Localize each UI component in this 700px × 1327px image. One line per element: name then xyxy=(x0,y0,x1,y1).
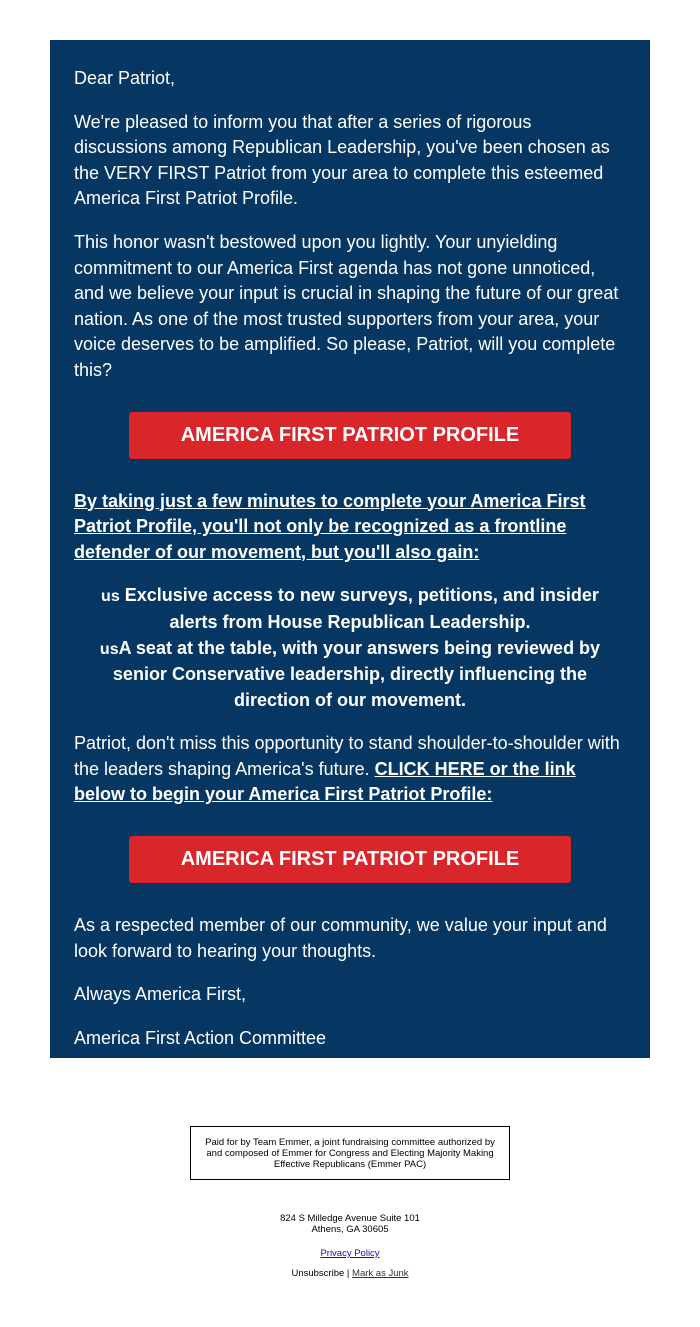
honor-paragraph: This honor wasn't bestowed upon you lightly. Your unyielding commitment to our America First agenda has not gone unnoticed, and we believe your input is crucial in shaping the future of our great nation. As one of the most trusted supporters from your area, your voice deserves to be amplified. So please, Patriot, will you complete this? xyxy=(74,231,619,380)
cta-wrap-top xyxy=(74,412,626,459)
patriot-profile-button-bottom[interactable]: AMERICA FIRST PATRIOT PROFILE xyxy=(129,836,571,883)
privacy-policy-link[interactable]: Privacy Policy xyxy=(320,1248,380,1259)
benefit-text: Exclusive access to new surveys, petitions, and insider alerts from House Republican Leadership. xyxy=(124,585,599,632)
benefit-item xyxy=(80,583,620,635)
mark-as-junk-link[interactable]: Mark as Junk xyxy=(352,1268,409,1279)
patriot-profile-button-top[interactable]: AMERICA FIRST PATRIOT PROFILE xyxy=(129,412,571,459)
community-paragraph: As a respected member of our community, we value your input and look forward to hearing your thoughts. xyxy=(74,915,607,961)
cta-wrap-bottom xyxy=(74,836,626,883)
paid-for-disclaimer: Paid for by Team Emmer, a joint fundraising committee authorized by and composed of Emmer for Congress and Electing Majority Making Effective Republicans (Emmer PAC) xyxy=(190,1126,510,1180)
privacy-row xyxy=(0,1248,700,1259)
email-card xyxy=(50,40,650,1058)
benefits-intro-link[interactable]: By taking just a few minutes to complete your America First Patriot Profile, you'll not only be recognized as a frontline defender of our movement, but you'll also gain: xyxy=(74,490,586,562)
intro-paragraph: We're pleased to inform you that after a series of rigorous discussions among Republican Leadership, you've been chosen as the VERY FIRST Patriot from your area to complete this esteemed America First Patriot Profile. xyxy=(74,111,610,209)
us-flag-icon: us xyxy=(101,588,120,606)
greeting: Dear Patriot, xyxy=(74,68,176,88)
mailing-address xyxy=(0,1214,700,1235)
address-line-1: 824 S Milledge Avenue Suite 101 xyxy=(280,1213,420,1224)
opportunity-text: Patriot, don't miss this opportunity to stand shoulder-to-shoulder with the leaders shaping America's future. xyxy=(74,733,620,779)
signature: America First Action Committee xyxy=(74,1027,327,1048)
signoff: Always America First, xyxy=(74,984,247,1005)
opportunity-paragraph xyxy=(74,731,626,808)
click-here-link[interactable]: CLICK HERE or the link below to begin your America First Patriot Profile: xyxy=(74,758,576,805)
us-flag-icon: us xyxy=(99,640,119,658)
unsubscribe-link[interactable]: Unsubscribe xyxy=(291,1268,345,1279)
unsubscribe-row xyxy=(0,1268,700,1279)
benefit-item xyxy=(80,636,620,714)
benefit-text: A seat at the table, with your answers being reviewed by senior Conservative leadership, directly influencing the direction of our movement. xyxy=(112,637,601,710)
email-footer xyxy=(0,1126,700,1279)
separator: | xyxy=(346,1268,350,1279)
address-line-2: Athens, GA 30605 xyxy=(311,1223,389,1235)
benefits-list xyxy=(74,583,626,713)
